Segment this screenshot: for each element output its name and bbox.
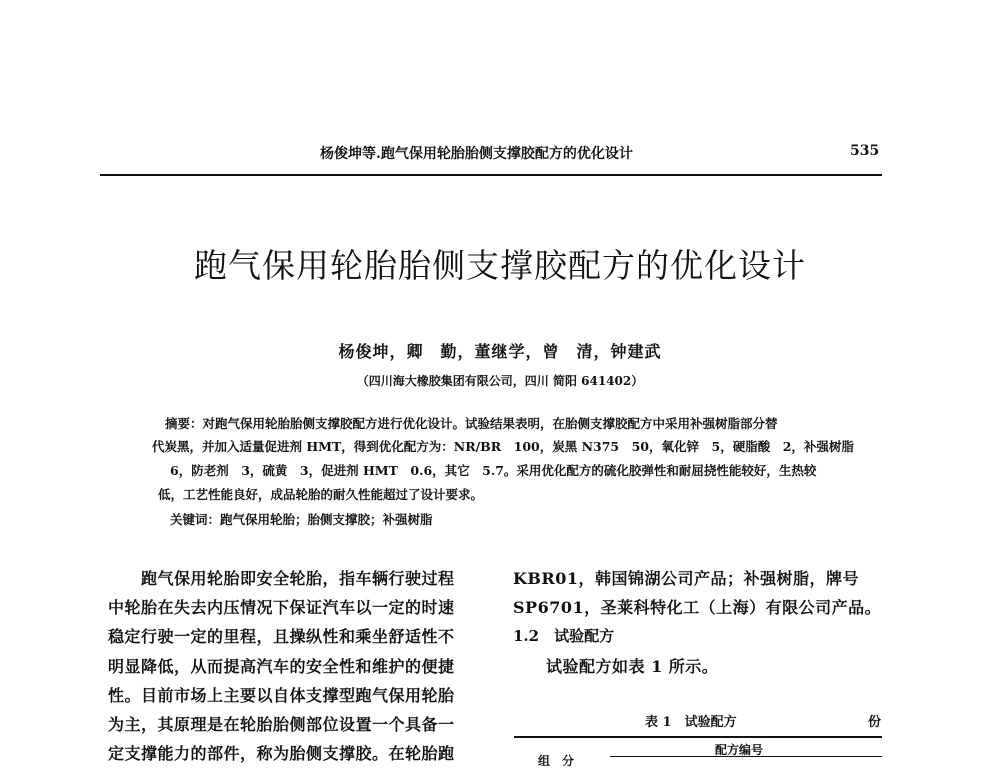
body-line: 明显降低，从而提高汽车的安全性和维护的便捷 [108, 657, 455, 676]
author-list: 杨俊坤，卿 勤，董继学，曾 清，钟建武 [338, 342, 662, 361]
table-header-rule [610, 756, 882, 757]
section-heading: 1.2 试验配方 [513, 627, 615, 645]
abstract-line: 6，防老剂 3，硫黄 3，促进剂 HMT 0.6，其它 5.7。采用优化配方的硫化胶弹性和耐屈挠性能较好，生热较 [170, 463, 817, 478]
body-line: 性。目前市场上主要以自体支撑型跑气保用轮胎 [108, 686, 455, 705]
page-number: 535 [850, 143, 880, 159]
abstract-line: 低，工艺性能良好，成品轮胎的耐久性能超过了设计要求。 [158, 487, 484, 502]
keywords: 关键词：跑气保用轮胎；胎侧支撑胶；补强树脂 [170, 512, 433, 527]
body-line: 为主，其原理是在轮胎胎侧部位设置一个具备一 [108, 715, 455, 734]
body-line: 跑气保用轮胎即安全轮胎，指车辆行驶过程 [108, 569, 455, 588]
paper-title: 跑气保用轮胎胎侧支撑胶配方的优化设计 [194, 246, 806, 285]
table-caption: 表 1 试验配方 [645, 715, 737, 730]
affiliation: （四川海大橡胶集团有限公司，四川 简阳 641402） [356, 374, 644, 388]
header-rule [100, 174, 882, 176]
table-column-header: 配方编号 [715, 743, 764, 757]
body-line: SP6701，圣莱科特化工（上海）有限公司产品。 [513, 598, 882, 617]
body-line: 中轮胎在失去内压情况下保证汽车以一定的时速 [108, 598, 455, 617]
body-line: 试验配方如表 1 所示。 [513, 657, 719, 676]
body-line: KBR01，韩国锦湖公司产品；补强树脂，牌号 [513, 569, 859, 588]
abstract-line: 摘要：对跑气保用轮胎胎侧支撑胶配方进行优化设计。试验结果表明，在胎侧支撑胶配方中采用补强树脂部分替 [165, 416, 778, 431]
table-row-header: 组 分 [538, 754, 575, 768]
body-line: 稳定行驶一定的里程，且操纵性和乘坐舒适性不 [108, 627, 455, 646]
running-header: 杨俊坤等.跑气保用轮胎胎侧支撑胶配方的优化设计 [320, 146, 633, 162]
body-line: 定支撑能力的部件，称为胎侧支撑胶。在轮胎跑 [108, 744, 455, 763]
table-unit: 份 [868, 715, 882, 730]
table-top-rule [514, 736, 882, 738]
abstract-line: 代炭黑，并加入适量促进剂 HMT，得到优化配方为：NR/BR 100，炭黑 N375 50，氧化锌 5，硬脂酸 2，补强树脂 [152, 439, 854, 454]
